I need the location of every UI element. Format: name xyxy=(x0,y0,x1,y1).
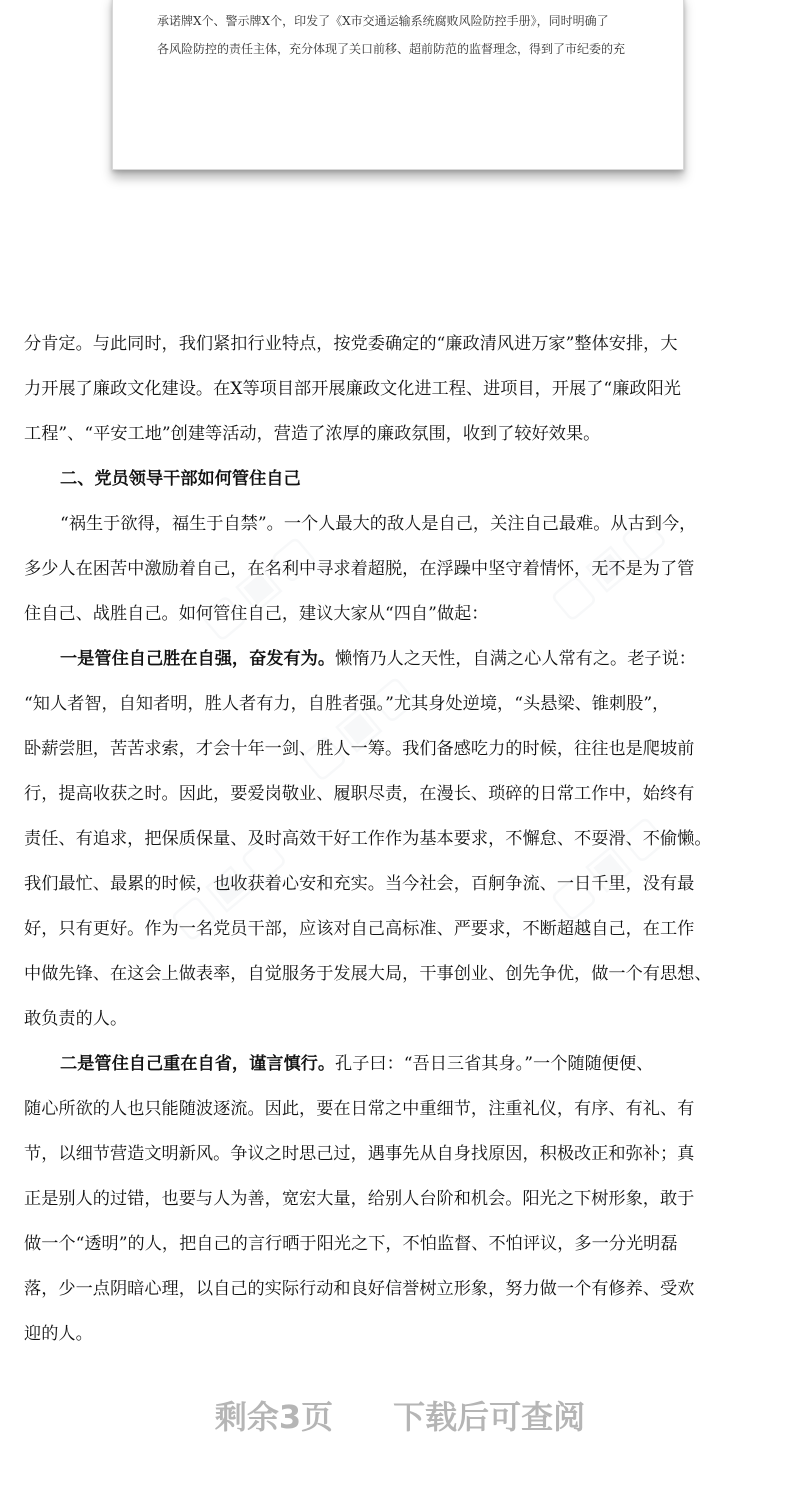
paragraph-line: 多少人在困苦中激励着自己，在名利中寻求着超脱，在浮躁中坚守着情怀，无不是为了管 xyxy=(24,559,695,579)
preview-line: 承诺牌X个、警示牌X个，印发了《X市交通运输系统腐败风险防控手册》，同时明确了 xyxy=(157,14,609,28)
paragraph-line: “知人者智，自知者明，胜人者有力，自胜者强。”尤其身处逆境，“头悬梁、锥刺股”， xyxy=(24,694,670,714)
download-to-view-label[interactable]: 下载后可查阅 xyxy=(393,1398,586,1436)
paragraph-line: 迎的人。 xyxy=(24,1324,93,1344)
paragraph-lead: 二是管住自己重在自省，谨言慎行。 xyxy=(60,1054,336,1074)
paragraph-line: 好，只有更好。作为一名党员干部，应该对自己高标准、严要求，不断超越自己，在工作 xyxy=(24,919,695,939)
paragraph-text: 懒惰乃人之天性，自满之心人常有之。老子说： xyxy=(335,649,696,669)
paragraph-line xyxy=(24,1042,784,1087)
paragraph-line: 行，提高收获之时。因此，要爱岗敬业、履职尽责，在漫长、琐碎的日常工作中，始终有 xyxy=(24,784,695,804)
paragraph-line: 中做先锋、在这会上做表率，自觉服务于发展大局，干事创业、创先争优，做一个有思想、 xyxy=(24,964,712,984)
preview-line: 各风险防控的责任主体，充分体现了关口前移、超前防范的监督理念，得到了市纪委的充 xyxy=(157,42,626,56)
preview-text xyxy=(157,7,657,63)
paragraph-line: 住自己、战胜自己。如何管住自己，建议大家从“四自”做起： xyxy=(24,604,489,624)
paragraph-line: 分肯定。与此同时，我们紧扣行业特点，按党委确定的“廉政清风进万家”整体安排，大 xyxy=(24,334,678,354)
watermark-logo: ▢▣▢ xyxy=(189,522,328,649)
paragraph-line: 做一个“透明”的人，把自己的言行晒于阳光之下，不怕监督、不怕评议，多一分光明磊 xyxy=(24,1234,678,1254)
paragraph-line: 力开展了廉政文化建设。在X等项目部开展廉政文化进工程、进项目，开展了“廉政阳光 xyxy=(24,379,681,399)
paragraph-text: 孔子曰：“吾日三省其身。”一个随随便便、 xyxy=(335,1054,654,1074)
paragraph-lead: 一是管住自己胜在自强，奋发有为。 xyxy=(60,649,336,669)
paragraph-line: “祸生于欲得，福生于自禁”。一个人最大的敌人是自己，关注自己最难。从古到今， xyxy=(60,514,697,534)
remaining-pages-label: 剩余3页 xyxy=(214,1398,334,1436)
watermark-logo: ▢▣▢ xyxy=(159,822,298,949)
paragraph-line xyxy=(24,637,784,682)
paragraph-line: 节，以细节营造文明新风。争议之时思己过，遇事先从自身找原因，积极改正和弥补；真 xyxy=(24,1144,695,1164)
paragraph-line: 我们最忙、最累的时候，也收获着心安和充实。当今社会，百舸争流、一日千里，没有最 xyxy=(24,874,695,894)
section-heading: 二、党员领导干部如何管住自己 xyxy=(60,469,301,489)
watermark-logo: ▢▣▢ xyxy=(289,662,428,789)
paragraph-line: 随心所欲的人也只能随波逐流。因此，要在日常之中重细节，注重礼仪，有序、有礼、有 xyxy=(24,1099,695,1119)
article-body xyxy=(24,322,784,1357)
paragraph-line: 正是别人的过错，也要与人为善，宽宏大量，给别人台阶和机会。阳光之下树形象，敢于 xyxy=(24,1189,695,1209)
paragraph-line: 落，少一点阴暗心理，以自己的实际行动和良好信誉树立形象，努力做一个有修养、受欢 xyxy=(24,1279,695,1299)
paragraph-line: 卧薪尝胆，苦苦求索，才会十年一剑、胜人一筹。我们备感吃力的时候，往往也是爬坡前 xyxy=(24,739,695,759)
watermark-logo: ▢▣▢ xyxy=(539,502,678,629)
paragraph-line: 责任、有追求，把保质保量、及时高效干好工作作为基本要求，不懈怠、不耍滑、不偷懒。 xyxy=(24,829,712,849)
paragraph-line: 工程”、“平安工地”创建等活动，营造了浓厚的廉政氛围，收到了较好效果。 xyxy=(24,424,601,444)
watermark-logo: ▢▣▢ xyxy=(539,802,678,929)
page-preview-card xyxy=(112,0,684,170)
paragraph-line: 敢负责的人。 xyxy=(24,1009,128,1029)
download-prompt-banner[interactable] xyxy=(0,1392,800,1438)
